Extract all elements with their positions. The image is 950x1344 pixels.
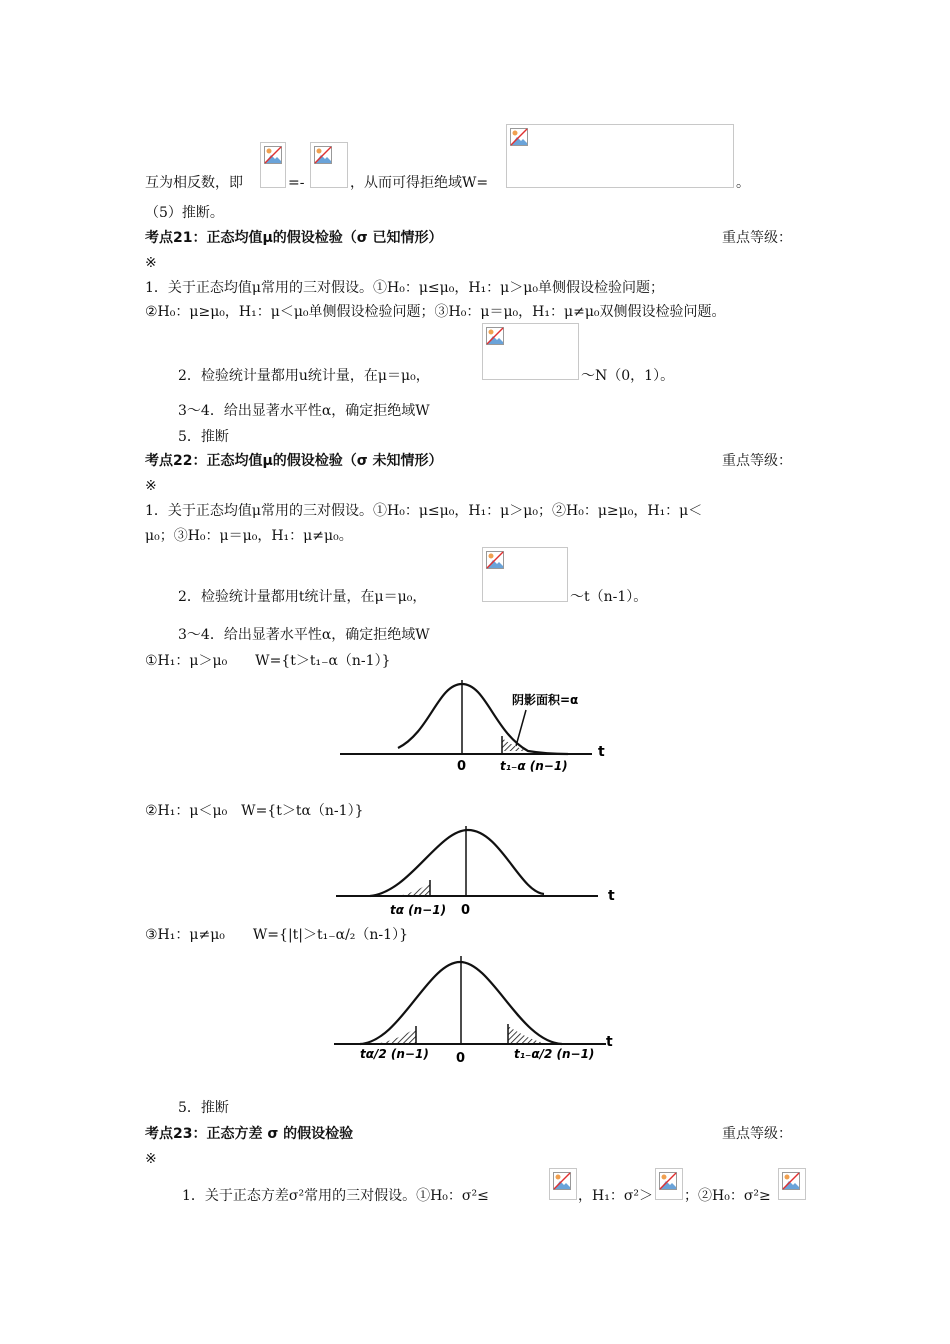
- k21-p2b: ～N（0，1）。: [581, 368, 675, 384]
- k22-p1a: 1．关于正态均值μ常用的三对假设。①H₀：μ≤μ₀，H₁：μ＞μ₀；②H₀：μ≥μ₀，H₁：μ＜: [145, 503, 703, 519]
- formula-image-4: [482, 323, 579, 380]
- rejection-region-shade: [398, 882, 430, 896]
- zero-label: 0: [457, 759, 467, 774]
- step5-infer: （5）推断。: [145, 205, 224, 221]
- broken-image-icon: [659, 1172, 677, 1190]
- formula-image-6: [549, 1168, 577, 1200]
- k21-p1b: ②H₀：μ≥μ₀，H₁：μ＜μ₀单侧假设检验问题；③H₀：μ＝μ₀，H₁：μ≠μ₀双侧假设检验问题。: [145, 304, 726, 320]
- formula-image-8: [778, 1168, 806, 1200]
- k21-p5: 5．推断: [178, 429, 229, 445]
- broken-image-icon: [314, 146, 332, 164]
- k22-p5: 5．推断: [178, 1100, 229, 1116]
- k23-mark: ※: [145, 1151, 157, 1167]
- line1-eq: =-: [288, 175, 305, 191]
- k21-mark: ※: [145, 255, 157, 271]
- k21-p2a: 2．检验统计量都用u统计量，在μ＝μ₀，: [178, 368, 430, 384]
- zero-label: 0: [461, 903, 471, 918]
- broken-image-icon: [510, 128, 528, 146]
- axis-t-label: t: [598, 744, 605, 760]
- t-distribution-left-tail-figure: [330, 820, 620, 920]
- broken-image-icon: [782, 1172, 800, 1190]
- k23-level: 重点等级：: [722, 1126, 792, 1142]
- zero-label: 0: [456, 1051, 466, 1066]
- axis-t-label: t: [608, 888, 615, 904]
- axis-t-label: t: [606, 1034, 613, 1050]
- line1-prefix: 互为相反数，即: [145, 175, 243, 191]
- formula-image-1: [260, 142, 286, 188]
- k21-p1a: 1．关于正态均值μ常用的三对假设。①H₀：μ≤μ₀，H₁：μ＞μ₀单侧假设检验问题；: [145, 280, 664, 296]
- k23-title: 考点23：正态方差 σ 的假设检验: [145, 1126, 354, 1142]
- annotation-arrow: [516, 710, 526, 746]
- k21-level: 重点等级：: [722, 230, 792, 246]
- line1-end: 。: [736, 175, 750, 191]
- formula-image-5: [482, 547, 568, 602]
- k21-p3: 3～4．给出显著水平性α，确定拒绝域W: [178, 403, 430, 419]
- t-distribution-right-tail-figure: [330, 676, 620, 776]
- k23-p1c: ；②H₀：σ²≥: [684, 1188, 771, 1204]
- formula-image-7: [655, 1168, 683, 1200]
- k22-p3: 3～4．给出显著水平性α，确定拒绝域W: [178, 627, 430, 643]
- k22-p2a: 2．检验统计量都用t统计量，在μ＝μ₀，: [178, 589, 427, 605]
- right-rejection-shade: [508, 1026, 550, 1044]
- critical-value-label: t₁₋α (n−1): [500, 759, 568, 773]
- k22-case2: ②H₁：μ＜μ₀ W={t＞tα（n-1）}: [145, 803, 364, 819]
- right-critical-label: t₁₋α/2 (n−1): [514, 1047, 595, 1061]
- formula-image-2: [310, 142, 348, 188]
- k22-case1: ①H₁：μ＞μ₀ W={t＞t₁₋α（n-1）}: [145, 653, 391, 669]
- shade-area-note: 阴影面积=α: [512, 693, 579, 707]
- left-critical-label: tα/2 (n−1): [360, 1047, 429, 1061]
- k22-title: 考点22：正态均值μ的假设检验（σ 未知情形）: [145, 453, 443, 469]
- line1-post: ，从而可得拒绝域W=: [350, 175, 489, 191]
- t-distribution-two-tail-figure: [330, 952, 620, 1072]
- broken-image-icon: [264, 146, 282, 164]
- formula-image-3: [506, 124, 734, 188]
- k22-p2b: ～t（n-1）。: [570, 589, 648, 605]
- k22-p1b: μ₀；③H₀：μ＝μ₀，H₁：μ≠μ₀。: [145, 528, 353, 544]
- broken-image-icon: [553, 1172, 571, 1190]
- k22-case3: ③H₁：μ≠μ₀ W={|t|＞t₁₋α/₂（n-1）}: [145, 927, 408, 943]
- k23-p1b: ，H₁：σ²＞: [578, 1188, 653, 1204]
- density-curve: [370, 830, 544, 896]
- critical-value-label: tα (n−1): [390, 903, 447, 917]
- broken-image-icon: [486, 551, 504, 569]
- k22-level: 重点等级：: [722, 453, 792, 469]
- broken-image-icon: [486, 327, 504, 345]
- k22-mark: ※: [145, 478, 157, 494]
- k23-p1a: 1．关于正态方差σ²常用的三对假设。①H₀：σ²≤: [182, 1188, 489, 1204]
- k21-title: 考点21：正态均值μ的假设检验（σ 已知情形）: [145, 230, 443, 246]
